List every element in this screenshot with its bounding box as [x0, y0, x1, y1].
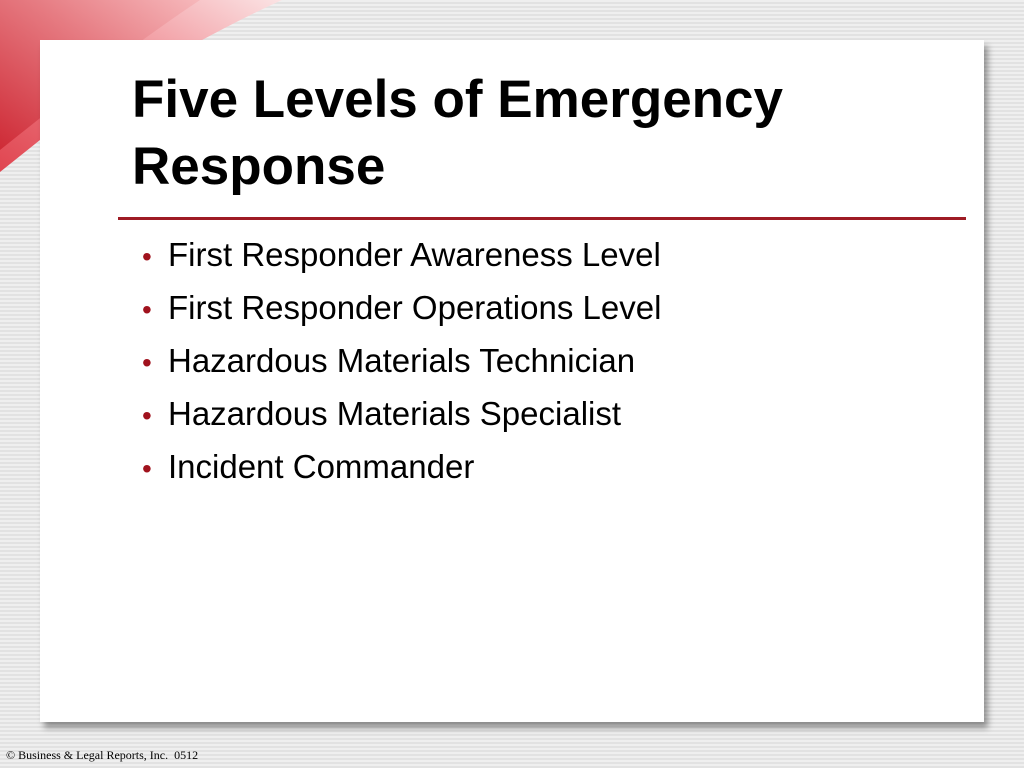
bullet-text: First Responder Operations Level	[168, 289, 662, 326]
bullet-text: Hazardous Materials Specialist	[168, 395, 622, 432]
copyright-footer: © Business & Legal Reports, Inc. 0512	[6, 748, 199, 762]
title-divider	[118, 217, 966, 220]
bullet-icon: •	[142, 294, 152, 325]
bullet-icon: •	[142, 347, 152, 378]
bullet-list	[142, 236, 661, 501]
bullet-item	[142, 395, 661, 448]
bullet-item	[142, 448, 661, 501]
bullet-item	[142, 236, 661, 289]
bullet-text: First Responder Awareness Level	[168, 236, 661, 273]
bullet-icon: •	[142, 400, 152, 431]
bullet-icon: •	[142, 241, 152, 272]
bullet-text: Incident Commander	[168, 448, 475, 485]
bullet-text: Hazardous Materials Technician	[168, 342, 636, 379]
title-line-1: Five Levels of Emergency	[132, 70, 784, 129]
slide-title	[132, 66, 962, 200]
bullet-icon: •	[142, 453, 152, 484]
title-line-2: Response	[132, 137, 386, 196]
bullet-item	[142, 342, 661, 395]
bullet-item	[142, 289, 661, 342]
